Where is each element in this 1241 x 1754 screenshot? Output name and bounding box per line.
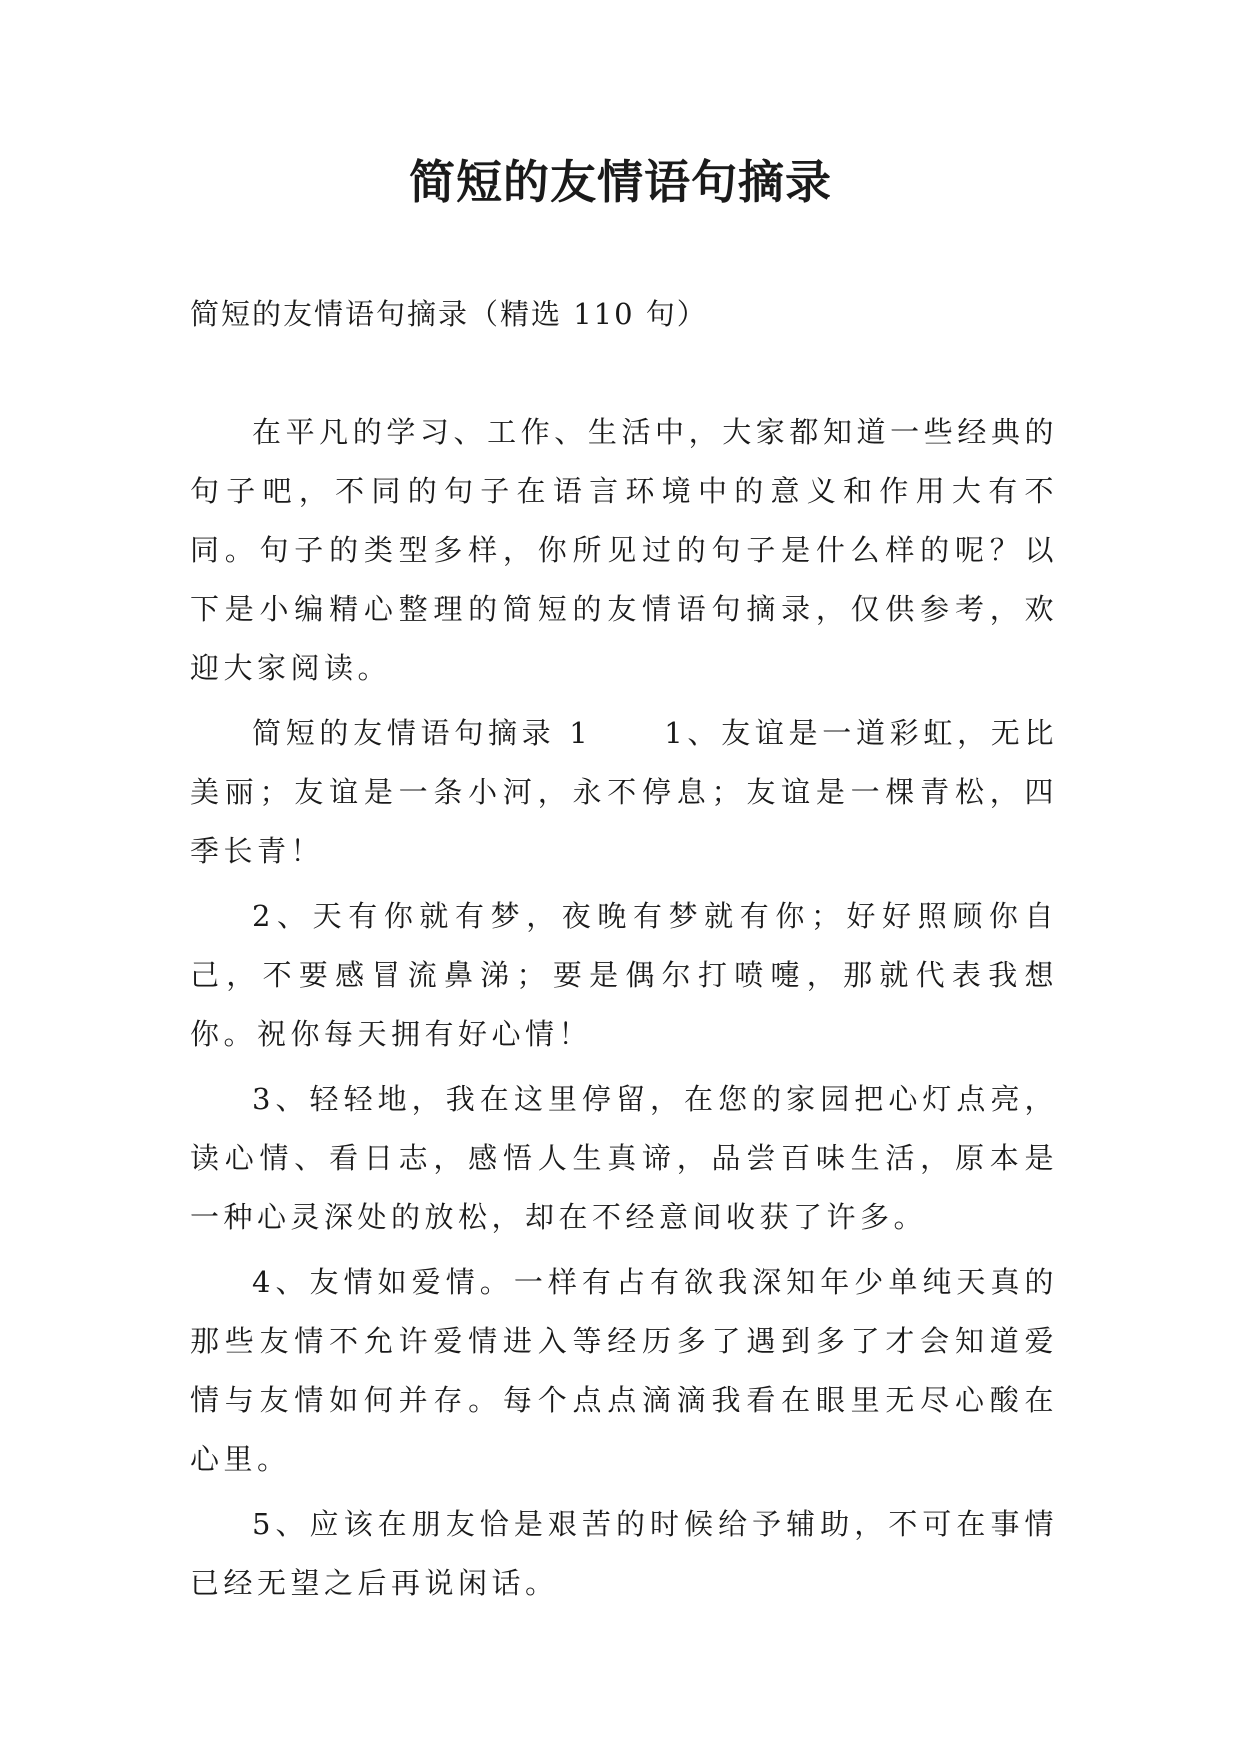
item-paragraph-1 xyxy=(190,704,1058,881)
document-body xyxy=(190,403,1058,1613)
item-paragraph-2: 2、天有你就有梦，夜晚有梦就有你；好好照顾你自己，不要感冒流鼻涕；要是偶尔打喷嚏，那就代表我想你。祝你每天拥有好心情！ xyxy=(190,899,1058,1051)
item-text-1: 1、友谊是一道彩虹，无比美丽；友谊是一条小河，永不停息；友谊是一棵青松，四季长青！ xyxy=(190,716,1059,868)
item-paragraph-3: 3、轻轻地，我在这里停留，在您的家园把心灯点亮，读心情、看日志，感悟人生真谛，品尝百味生活，原本是一种心灵深处的放松，却在不经意间收获了许多。 xyxy=(190,1082,1058,1234)
intro-paragraph: 在平凡的学习、工作、生活中，大家都知道一些经典的句子吧，不同的句子在语言环境中的意义和作用大有不同。句子的类型多样，你所见过的句子是什么样的呢？以下是小编精心整理的简短的友情语句摘录，仅供参考，欢迎大家阅读。 xyxy=(190,415,1058,685)
section-heading: 简短的友情语句摘录 1 xyxy=(252,716,593,750)
document-title: 简短的友情语句摘录 xyxy=(409,155,832,209)
document-subtitle: 简短的友情语句摘录（精选 110 句） xyxy=(190,297,708,331)
item-paragraph-4: 4、友情如爱情。一样有占有欲我深知年少单纯天真的那些友情不允许爱情进入等经历多了遇到多了才会知道爱情与友情如何并存。每个点点滴滴我看在眼里无尽心酸在心里。 xyxy=(190,1265,1058,1476)
item-paragraph-5: 5、应该在朋友恰是艰苦的时候给予辅助，不可在事情已经无望之后再说闲话。 xyxy=(190,1507,1058,1600)
